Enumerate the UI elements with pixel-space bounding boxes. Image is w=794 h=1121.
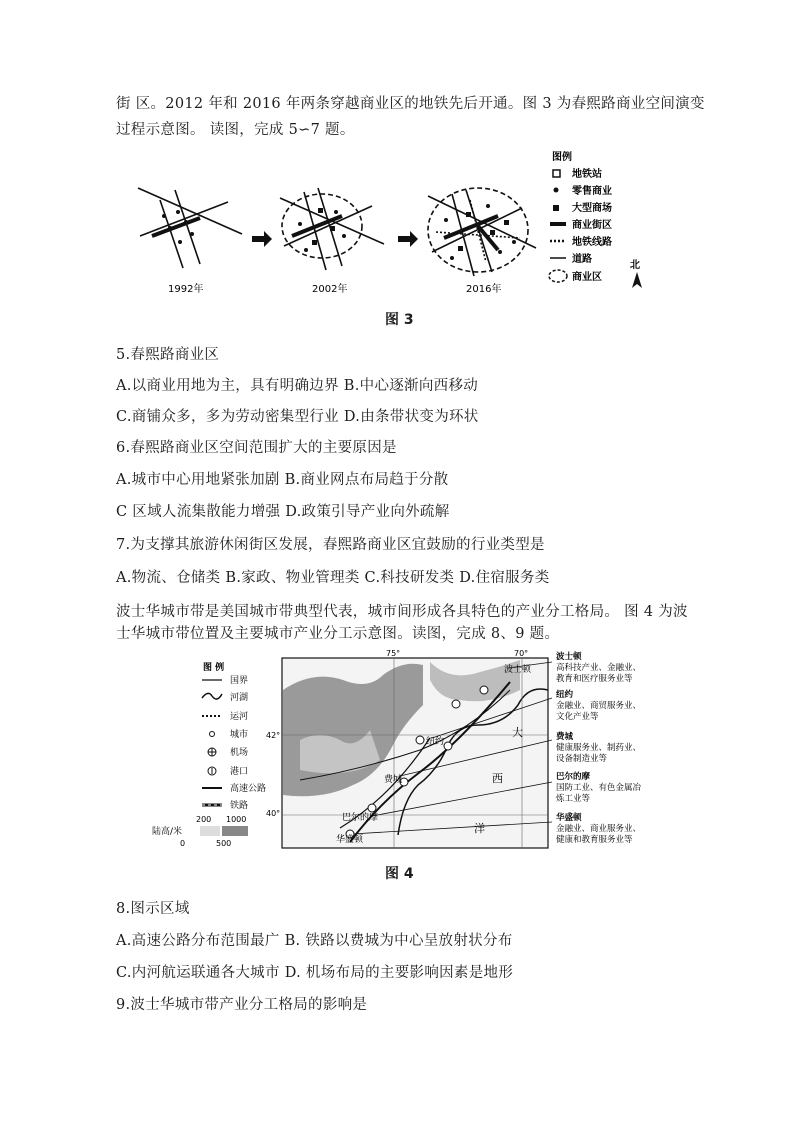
legend-road: 道路 bbox=[572, 254, 592, 265]
legend-metro-line: 地铁线路 bbox=[572, 237, 612, 248]
intro-line-2: 过程示意图。 读图，完成 5∽7 题。 bbox=[116, 122, 355, 138]
industry-line: 教育和医疗服务业等 bbox=[556, 674, 633, 684]
question-6-options-ab: A.城市中心用地紧张加剧 B.商业网点布局趋于分散 bbox=[116, 472, 449, 488]
map-label-newyork: 纽约 bbox=[426, 737, 445, 747]
industry-line: 金融业、商贸服务业、 bbox=[556, 701, 642, 711]
question-6: 6.春熙路商业区空间范围扩大的主要原因是 bbox=[116, 440, 397, 456]
question-7-options: A.物流、仓储类 B.家政、物业管理类 C.科技研发类 D.住宿服务类 bbox=[116, 570, 550, 586]
map-label-philadelphia: 费城 bbox=[384, 775, 403, 785]
industry-line: 高科技产业、金融业、 bbox=[556, 663, 642, 673]
legend-district: 商业区 bbox=[572, 272, 602, 283]
legend-metro-station: 地铁站 bbox=[572, 169, 602, 180]
year-label-1992: 1992年 bbox=[168, 284, 204, 295]
question-7: 7.为支撑其旅游休闲街区发展，春熙路商业区宜鼓励的行业类型是 bbox=[116, 537, 545, 553]
industry-line: 国防工业、有色金属冶 bbox=[556, 783, 642, 793]
legend-airport: 机场 bbox=[230, 748, 249, 758]
legend-title: 图例 bbox=[552, 152, 572, 163]
figure-3-diagram bbox=[0, 148, 794, 448]
industry-line: 设备制造业等 bbox=[556, 754, 608, 764]
lat-40: 40° bbox=[266, 809, 281, 818]
north-label: 北 bbox=[630, 260, 640, 271]
mall-icon bbox=[553, 205, 559, 211]
industry-city-boston: 波士顿 bbox=[556, 652, 582, 662]
lon-70: 70° bbox=[514, 649, 529, 658]
question-5: 5.春熙路商业区 bbox=[116, 347, 220, 363]
passage-line-1: 波士华城市带是美国城市带典型代表，城市间形成各具特色的产业分工格局。 图 4 为波 bbox=[116, 604, 688, 620]
question-6-options-cd: C 区域人流集散能力增强 D.政策引导产业向外疏解 bbox=[116, 504, 450, 520]
elevation-swatch-high bbox=[222, 826, 248, 836]
elevation-swatch-low bbox=[200, 826, 220, 836]
retail-icon bbox=[554, 188, 559, 193]
legend-mall: 大型商场 bbox=[572, 203, 612, 214]
figure-4-map bbox=[0, 648, 794, 858]
industry-line: 健康服务业、制药业、 bbox=[556, 743, 642, 753]
figure-3-caption: 图 3 bbox=[385, 312, 414, 328]
legend-retail: 零售商业 bbox=[572, 186, 612, 197]
ocean-char-2: 西 bbox=[492, 772, 503, 785]
legend-border: 国界 bbox=[230, 676, 249, 686]
elevation-tick-1000: 1000 bbox=[226, 815, 247, 824]
legend-railway: 铁路 bbox=[230, 801, 249, 811]
metro-station-icon bbox=[553, 170, 560, 177]
elevation-tick-0: 0 bbox=[180, 839, 186, 848]
map-legend-title: 图 例 bbox=[203, 663, 225, 673]
arrow-icon bbox=[398, 231, 418, 247]
year-label-2016: 2016年 bbox=[466, 284, 502, 295]
industry-city-baltimore: 巴尔的摩 bbox=[556, 772, 591, 782]
panel-2016 bbox=[428, 188, 536, 276]
elevation-tick-500: 500 bbox=[216, 839, 232, 848]
lon-75: 75° bbox=[386, 649, 401, 658]
elevation-tick-200: 200 bbox=[196, 815, 212, 824]
question-9: 9.波士华城市带产业分工格局的影响是 bbox=[116, 997, 368, 1013]
passage-line-2: 士华城市带位置及主要城市产业分工示意图。读图，完成 8、9 题。 bbox=[116, 626, 560, 642]
question-8: 8.图示区域 bbox=[116, 901, 190, 917]
industry-line: 金融业、商业服务业、 bbox=[556, 824, 642, 834]
ocean-char-3: 洋 bbox=[474, 822, 485, 835]
legend-canal: 运河 bbox=[230, 712, 249, 722]
arrow-icon bbox=[252, 231, 272, 247]
lat-42: 42° bbox=[266, 731, 281, 740]
industry-city-washington: 华盛顿 bbox=[556, 813, 582, 823]
intro-line-1: 街 区。2012 年和 2016 年两条穿越商业区的地铁先后开通。图 3 为春熙路商业空间演变 bbox=[116, 96, 705, 112]
question-5-options-cd: C.商铺众多，多为劳动密集型行业 D.由条带状变为环状 bbox=[116, 409, 479, 425]
legend-port: 港口 bbox=[230, 767, 249, 777]
map-label-washington: 华盛顿 bbox=[336, 835, 364, 845]
north-arrow-icon bbox=[632, 272, 642, 288]
year-label-2002: 2002年 bbox=[312, 284, 348, 295]
legend-city: 城市 bbox=[230, 730, 249, 740]
panel-1992 bbox=[138, 188, 242, 268]
industry-line: 炼工业等 bbox=[556, 794, 591, 804]
elevation-label: 陆高/米 bbox=[152, 827, 183, 837]
legend-river: 河湖 bbox=[230, 693, 249, 703]
map-label-baltimore: 巴尔的摩 bbox=[342, 813, 379, 823]
industry-city-philadelphia: 费城 bbox=[556, 732, 574, 742]
figure-4-caption: 图 4 bbox=[385, 866, 414, 882]
river-icon bbox=[202, 693, 222, 699]
question-8-options-ab: A.高速公路分布范围最广 B. 铁路以费城为中心呈放射状分布 bbox=[116, 933, 513, 949]
ocean-char-1: 大 bbox=[512, 726, 523, 739]
district-icon bbox=[549, 270, 567, 282]
map-label-boston: 波士顿 bbox=[504, 665, 532, 675]
industry-line: 健康和教育服务业等 bbox=[556, 835, 633, 845]
industry-city-newyork: 纽约 bbox=[556, 690, 574, 700]
question-8-options-cd: C.内河航运联通各大城市 D. 机场布局的主要影响因素是地形 bbox=[116, 965, 514, 981]
city-icon bbox=[210, 732, 215, 737]
industry-line: 文化产业等 bbox=[556, 712, 599, 722]
question-5-options-ab: A.以商业用地为主，具有明确边界 B.中心逐渐向西移动 bbox=[116, 378, 479, 394]
legend-street: 商业街区 bbox=[572, 220, 612, 231]
legend-highway: 高速公路 bbox=[230, 784, 267, 794]
